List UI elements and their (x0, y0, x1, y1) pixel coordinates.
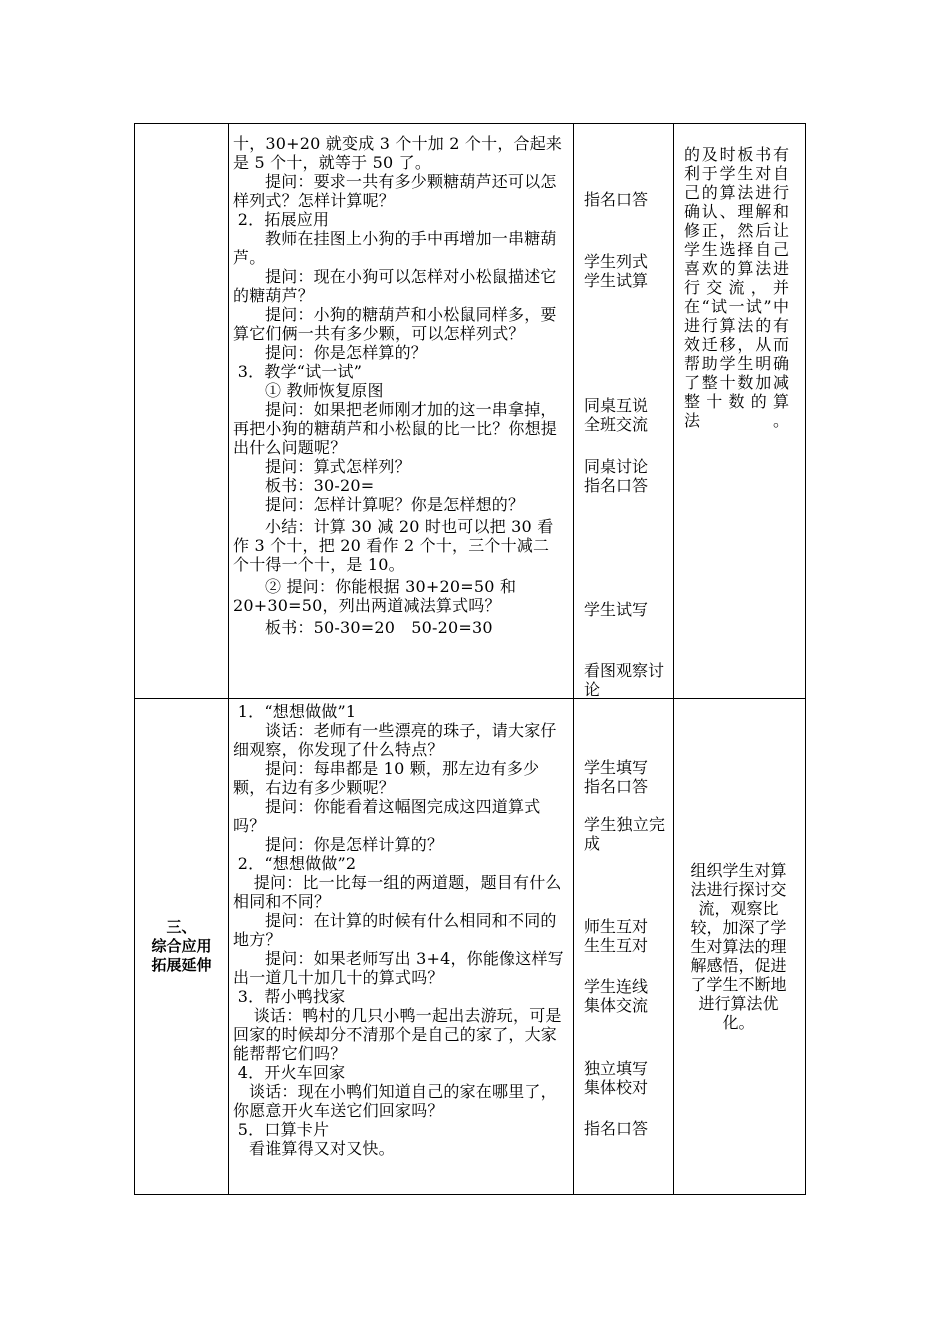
activity-text: 指名口答 (584, 476, 649, 495)
content-line: 提问：比一比每一组的两道题，题目有什么相同和不同？ (233, 873, 562, 911)
section-title-line: 拓展延伸 (151, 956, 212, 974)
activity-text: 指名口答 (584, 777, 649, 796)
activity-text: 集体交流 (584, 996, 649, 1015)
activity-text: 指名口答 (584, 190, 649, 209)
lesson-plan-table (134, 123, 806, 1195)
activity-text: 师生互对 (584, 917, 649, 936)
activity-text: 看图观察讨论 (584, 661, 665, 699)
design-note: 组织学生对算法进行探讨交流，观察比较，加深了学生对算法的理解感悟，促进了学生不断地进行算法优化。 (690, 861, 787, 1032)
content-line: 板书：30-20= (265, 476, 375, 495)
activity-text: 同桌讨论 (584, 457, 649, 476)
content-line: 2．拓展应用 (237, 210, 330, 229)
activity-text: 学生列式 (584, 252, 649, 271)
table-row (135, 124, 806, 699)
note-cell (674, 124, 806, 699)
content-line: 提问：如果把老师刚才加的这一串拿掉，再把小狗的糖葫芦和小松鼠的比一比？你想提出什么问题呢？ (233, 400, 558, 457)
content-line: 看谁算得又对又快。 (249, 1139, 395, 1158)
content-line: 提问：现在小狗可以怎样对小松鼠描述它的糖葫芦？ (233, 267, 557, 305)
table-row (135, 699, 806, 1195)
design-note: 的及时板书有利于学生对自己的算法进行确认、理解和修正，然后让学生选择自己喜欢的算法进行交流，并在“试一试”中进行算法的有效迁移，从而帮助学生明确了整十数加减整十数的算法。 (684, 145, 789, 430)
content-line: 4．开火车回家 (237, 1063, 346, 1082)
content-line: 小结：计算 30 减 20 时也可以把 30 看作 3 个十，把 20 看作 2 个十，三个十减二个十得一个十，是 10。 (233, 517, 554, 574)
content-cell (229, 699, 574, 1195)
activity-text: 独立填写 (584, 1059, 649, 1078)
content-line: 提问：算式怎样列？ (265, 457, 411, 476)
content-line: 5．口算卡片 (237, 1120, 330, 1139)
section-title-line: 三、 (166, 918, 197, 936)
activity-text: 学生试写 (584, 600, 649, 619)
content-line: 提问：小狗的糖葫芦和小松鼠同样多，要算它们俩一共有多少颗，可以怎样列式？ (233, 305, 557, 343)
activity-text: 全班交流 (584, 415, 649, 434)
content-line: ① 教师恢复原图 (265, 381, 384, 400)
content-line: 谈话：老师有一些漂亮的珠子，请大家仔细观察，你发现了什么特点？ (233, 721, 557, 759)
activity-text: 指名口答 (584, 1119, 649, 1138)
activity-cell (574, 124, 674, 699)
activity-text: 学生连线 (584, 977, 649, 996)
content-line: 提问：在计算的时候有什么相同和不同的地方？ (233, 911, 557, 949)
activity-text: 学生独立完成 (584, 815, 665, 853)
note-cell (674, 699, 806, 1195)
activity-text: 同桌互说 (584, 396, 649, 415)
content-line: 教师在挂图上小狗的手中再增加一串糖葫芦。 (233, 229, 557, 267)
content-line: 提问：怎样计算呢？你是怎样想的？ (265, 495, 525, 514)
activity-text: 学生填写 (584, 758, 649, 777)
activity-text: 生生互对 (584, 936, 649, 955)
content-line: 谈话：鸭村的几只小鸭一起出去游玩，可是回家的时候却分不清那个是自己的家了，大家能帮帮它们吗？ (233, 1006, 562, 1063)
content-line: 提问：要求一共有多少颗糖葫芦还可以怎样列式？怎样计算呢？ (233, 172, 557, 210)
section-title (135, 699, 229, 1195)
section-title-line: 综合应用 (151, 937, 212, 955)
section-cell (135, 124, 229, 699)
content-line: 提问：如果老师写出 3+4，你能像这样写出一道几十加几十的算式吗？ (233, 949, 564, 987)
content-line: 提问：你是怎样算的？ (265, 343, 428, 362)
content-line: 1．“想想做做”1 (237, 702, 357, 721)
content-cell (229, 124, 574, 699)
content-line: 谈话：现在小鸭们知道自己的家在哪里了，你愿意开火车送它们回家吗？ (233, 1082, 557, 1120)
content-line: 3．帮小鸭找家 (237, 987, 346, 1006)
content-line: 3．教学“试一试” (237, 362, 363, 381)
content-line: 提问：每串都是 10 颗，那左边有多少颗，右边有多少颗呢？ (233, 759, 540, 797)
activity-text: 集体校对 (584, 1078, 649, 1097)
content-line: ② 提问：你能根据 30+20=50 和 20+30=50，列出两道减法算式吗？ (233, 577, 517, 615)
activity-cell (574, 699, 674, 1195)
content-line: 十，30+20 就变成 3 个十加 2 个十，合起来是 5 个十，就等于 50 了。 (233, 134, 563, 172)
activity-text: 学生试算 (584, 271, 649, 290)
content-line: 提问：你能看着这幅图完成这四道算式吗？ (233, 797, 541, 835)
content-line: 板书：50-30=20 50-20=30 (265, 618, 493, 637)
content-line: 2．“想想做做”2 (237, 854, 357, 873)
content-line: 提问：你是怎样计算的？ (265, 835, 444, 854)
